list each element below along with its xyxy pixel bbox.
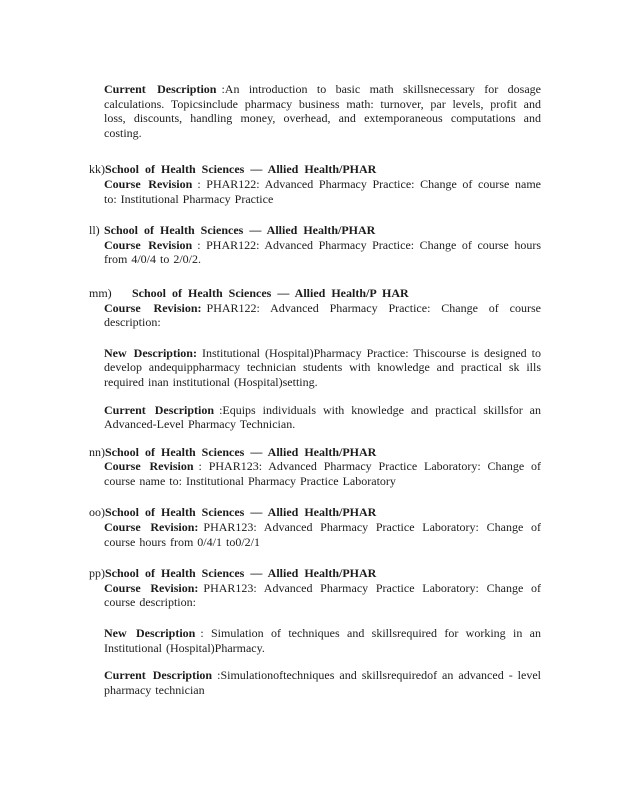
section-nn bbox=[89, 445, 541, 489]
item-label: mm) bbox=[89, 285, 112, 300]
course-revision-text: PHAR123: Advanced Pharmacy Practice Laboratory: Change of course description: bbox=[104, 580, 541, 610]
course-revision-label: Course Revision bbox=[104, 459, 194, 474]
course-revision-label: Course Revision: bbox=[104, 580, 199, 595]
course-revision-label: Course Revision bbox=[104, 176, 193, 191]
school-heading: School of Health Sciences — Allied Health/PHAR bbox=[105, 566, 377, 581]
school-heading: School of Health Sciences — Allied Health/PHAR bbox=[105, 505, 377, 520]
new-description-text: Institutional (Hospital)Pharmacy Practice: Thiscourse is designed to develop andequippharmacy technician students with knowledge and practical sk ills required inan institutional (Hospital)setting. bbox=[104, 345, 541, 389]
school-heading: School of Health Sciences — Allied Health/P HAR bbox=[132, 285, 409, 300]
course-revision-text: : PHAR122: Advanced Pharmacy Practice: Change of course name to: Institutional Pharmacy Practice bbox=[104, 176, 541, 206]
paragraph-course-revision bbox=[104, 581, 541, 610]
school-heading: School of Health Sciences — Allied Health/PHAR bbox=[105, 444, 377, 459]
new-description-label: New Description bbox=[104, 626, 196, 641]
school-heading: School of Health Sciences — Allied Health/PHAR bbox=[105, 162, 377, 177]
section-mm bbox=[89, 286, 541, 432]
school-heading: School of Health Sciences — Allied Health/PHAR bbox=[104, 223, 376, 238]
item-label: nn) bbox=[89, 444, 105, 459]
item-label: ll) bbox=[89, 223, 100, 238]
course-revision-label: Course Revision: bbox=[104, 300, 202, 315]
current-description-label: Current Description bbox=[104, 402, 215, 417]
section-oo bbox=[89, 505, 541, 549]
paragraph-new-description bbox=[104, 626, 541, 655]
paragraph-course-revision bbox=[104, 301, 541, 330]
course-revision-label: Course Revision: bbox=[104, 520, 199, 535]
school-line bbox=[89, 444, 541, 460]
school-line bbox=[89, 285, 541, 301]
current-description-label: Current Description bbox=[104, 82, 217, 96]
paragraph-course-revision bbox=[104, 459, 541, 488]
current-description-text: :An introduction to basic math skillsnecessary for dosage calculations. Topicsinclude pharmacy business math: turnover, par levels, profit and loss, discounts, handling money, overhead, and extemporaneous computations and costing. bbox=[104, 82, 541, 140]
new-description-text: : Simulation of techniques and skillsrequired for working in an Institutional (Hospital)Pharmacy. bbox=[104, 626, 541, 655]
course-revision-text: : PHAR123: Advanced Pharmacy Practice Laboratory: Change of course name to: Institutional Pharmacy Practice Laboratory bbox=[104, 459, 541, 488]
document-page bbox=[89, 82, 541, 697]
paragraph-new-description bbox=[104, 346, 541, 390]
course-revision-text: PHAR122: Advanced Pharmacy Practice: Change of course description: bbox=[104, 300, 541, 330]
school-line bbox=[89, 223, 541, 238]
paragraph-course-revision bbox=[104, 177, 541, 206]
paragraph-course-revision bbox=[104, 238, 541, 267]
course-revision-text: PHAR123: Advanced Pharmacy Practice Laboratory: Change of course hours from 0/4/1 to0/2/1 bbox=[104, 520, 541, 549]
paragraph-intro-current-description bbox=[89, 82, 541, 140]
course-revision-label: Course Revision bbox=[104, 237, 193, 252]
school-line bbox=[89, 566, 541, 581]
school-line bbox=[89, 505, 541, 520]
course-revision-text: : PHAR122: Advanced Pharmacy Practice: Change of course hours from 4/0/4 to 2/0/2. bbox=[104, 237, 541, 267]
paragraph-current-description bbox=[104, 668, 541, 697]
current-description-text: :Simulationoftechniques and skillsrequiredof an advanced - level pharmacy technician bbox=[104, 668, 542, 697]
item-label: oo) bbox=[89, 505, 105, 520]
section-ll bbox=[89, 223, 541, 267]
new-description-label: New Description: bbox=[104, 345, 197, 360]
item-label: kk) bbox=[89, 162, 105, 177]
current-description-text: :Equips individuals with knowledge and practical skillsfor an Advanced-Level Pharmacy Technician. bbox=[104, 402, 541, 432]
paragraph-course-revision bbox=[104, 520, 541, 549]
paragraph-current-description bbox=[104, 403, 541, 432]
current-description-label: Current Description bbox=[104, 668, 213, 683]
section-pp bbox=[89, 566, 541, 697]
section-kk bbox=[89, 162, 541, 206]
item-label: pp) bbox=[89, 566, 105, 581]
school-line bbox=[89, 162, 541, 177]
